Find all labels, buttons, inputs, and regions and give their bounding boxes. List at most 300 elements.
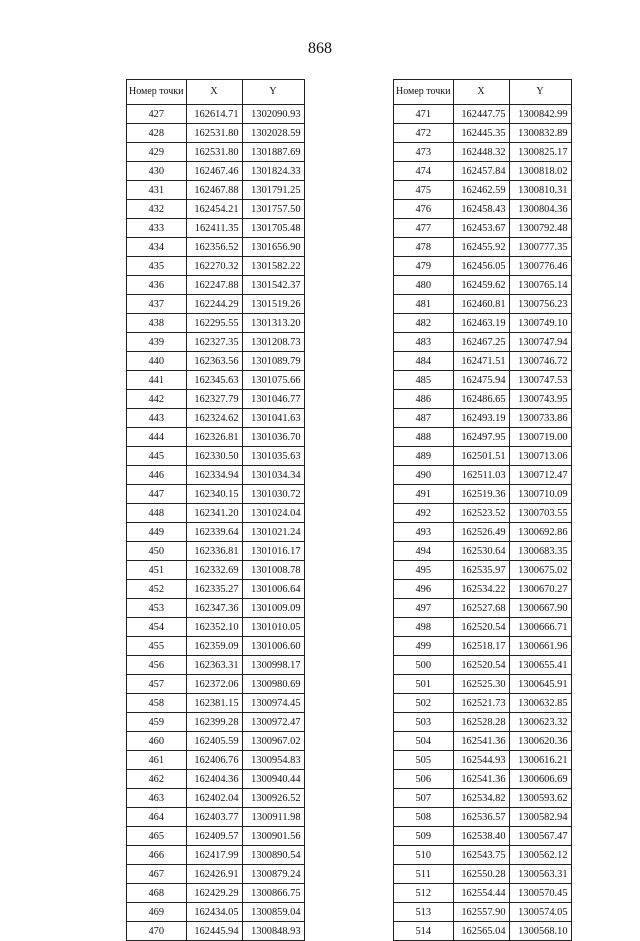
table-row (394, 485, 572, 504)
y-coordinate-cell: 1301024.04 (242, 504, 304, 523)
table-row (127, 257, 305, 276)
point-number-cell: 479 (394, 257, 454, 276)
table-row (127, 865, 305, 884)
y-coordinate-cell: 1300703.55 (509, 504, 571, 523)
point-number-cell: 451 (127, 561, 187, 580)
point-number-cell: 485 (394, 371, 454, 390)
y-coordinate-cell: 1300747.53 (509, 371, 571, 390)
x-coordinate-cell: 162334.94 (186, 466, 242, 485)
header-x: X (453, 80, 509, 105)
table-row (394, 656, 572, 675)
point-number-cell: 496 (394, 580, 454, 599)
table-row (127, 390, 305, 409)
y-coordinate-cell: 1300593.62 (509, 789, 571, 808)
table-row (394, 789, 572, 808)
table-row (127, 504, 305, 523)
point-number-cell: 428 (127, 124, 187, 143)
y-coordinate-cell: 1300954.83 (242, 751, 304, 770)
y-coordinate-cell: 1300667.90 (509, 599, 571, 618)
point-number-cell: 483 (394, 333, 454, 352)
y-coordinate-cell: 1300832.89 (509, 124, 571, 143)
table-row (394, 808, 572, 827)
point-number-cell: 444 (127, 428, 187, 447)
header-point-number: Номер точки (127, 80, 187, 105)
x-coordinate-cell: 162455.92 (453, 238, 509, 257)
point-number-cell: 472 (394, 124, 454, 143)
x-coordinate-cell: 162327.79 (186, 390, 242, 409)
point-number-cell: 457 (127, 675, 187, 694)
table-row (394, 314, 572, 333)
y-coordinate-cell: 1301036.70 (242, 428, 304, 447)
table-row (394, 770, 572, 789)
x-coordinate-cell: 162402.04 (186, 789, 242, 808)
y-coordinate-cell: 1300570.45 (509, 884, 571, 903)
y-coordinate-cell: 1300743.95 (509, 390, 571, 409)
point-number-cell: 438 (127, 314, 187, 333)
y-coordinate-cell: 1300582.94 (509, 808, 571, 827)
x-coordinate-cell: 162544.93 (453, 751, 509, 770)
point-number-cell: 478 (394, 238, 454, 257)
point-number-cell: 471 (394, 105, 454, 124)
y-coordinate-cell: 1300746.72 (509, 352, 571, 371)
y-coordinate-cell: 1302028.59 (242, 124, 304, 143)
x-coordinate-cell: 162434.05 (186, 903, 242, 922)
x-coordinate-cell: 162501.51 (453, 447, 509, 466)
x-coordinate-cell: 162534.82 (453, 789, 509, 808)
y-coordinate-cell: 1301824.33 (242, 162, 304, 181)
y-coordinate-cell: 1300692.86 (509, 523, 571, 542)
y-coordinate-cell: 1301041.63 (242, 409, 304, 428)
point-number-cell: 462 (127, 770, 187, 789)
y-coordinate-cell: 1300623.32 (509, 713, 571, 732)
y-coordinate-cell: 1301008.78 (242, 561, 304, 580)
table-row (394, 124, 572, 143)
table-row (127, 428, 305, 447)
y-coordinate-cell: 1300666.71 (509, 618, 571, 637)
y-coordinate-cell: 1301030.72 (242, 485, 304, 504)
x-coordinate-cell: 162448.32 (453, 143, 509, 162)
point-number-cell: 476 (394, 200, 454, 219)
x-coordinate-cell: 162525.30 (453, 675, 509, 694)
table-row (127, 770, 305, 789)
point-number-cell: 484 (394, 352, 454, 371)
y-coordinate-cell: 1301046.77 (242, 390, 304, 409)
y-coordinate-cell: 1300974.45 (242, 694, 304, 713)
table-row (127, 561, 305, 580)
point-number-cell: 448 (127, 504, 187, 523)
y-coordinate-cell: 1301519.26 (242, 295, 304, 314)
point-number-cell: 466 (127, 846, 187, 865)
y-coordinate-cell: 1302090.93 (242, 105, 304, 124)
table-row (394, 751, 572, 770)
table-row (394, 276, 572, 295)
table-row (127, 143, 305, 162)
table-row (394, 618, 572, 637)
x-coordinate-cell: 162340.15 (186, 485, 242, 504)
y-coordinate-cell: 1301791.25 (242, 181, 304, 200)
y-coordinate-cell: 1300804.36 (509, 200, 571, 219)
table-row (127, 409, 305, 428)
point-number-cell: 480 (394, 276, 454, 295)
y-coordinate-cell: 1300901.56 (242, 827, 304, 846)
x-coordinate-cell: 162417.99 (186, 846, 242, 865)
y-coordinate-cell: 1300911.98 (242, 808, 304, 827)
x-coordinate-cell: 162457.84 (453, 162, 509, 181)
x-coordinate-cell: 162535.97 (453, 561, 509, 580)
x-coordinate-cell: 162335.27 (186, 580, 242, 599)
table-row (127, 580, 305, 599)
table-row (394, 219, 572, 238)
x-coordinate-cell: 162531.80 (186, 143, 242, 162)
point-number-cell: 443 (127, 409, 187, 428)
x-coordinate-cell: 162467.25 (453, 333, 509, 352)
point-number-cell: 504 (394, 732, 454, 751)
table-row (394, 542, 572, 561)
y-coordinate-cell: 1300719.00 (509, 428, 571, 447)
x-coordinate-cell: 162372.06 (186, 675, 242, 694)
x-coordinate-cell: 162403.77 (186, 808, 242, 827)
table-row (394, 884, 572, 903)
point-number-cell: 509 (394, 827, 454, 846)
x-coordinate-cell: 162447.75 (453, 105, 509, 124)
table-row (127, 694, 305, 713)
point-number-cell: 481 (394, 295, 454, 314)
point-number-cell: 440 (127, 352, 187, 371)
table-row (127, 181, 305, 200)
y-coordinate-cell: 1300710.09 (509, 485, 571, 504)
point-number-cell: 507 (394, 789, 454, 808)
x-coordinate-cell: 162530.64 (453, 542, 509, 561)
table-row (394, 447, 572, 466)
y-coordinate-cell: 1300890.54 (242, 846, 304, 865)
point-number-cell: 495 (394, 561, 454, 580)
x-coordinate-cell: 162565.04 (453, 922, 509, 941)
table-row (394, 903, 572, 922)
point-number-cell: 513 (394, 903, 454, 922)
x-coordinate-cell: 162554.44 (453, 884, 509, 903)
x-coordinate-cell: 162493.19 (453, 409, 509, 428)
x-coordinate-cell: 162341.20 (186, 504, 242, 523)
table-row (127, 333, 305, 352)
y-coordinate-cell: 1301010.05 (242, 618, 304, 637)
x-coordinate-cell: 162381.15 (186, 694, 242, 713)
y-coordinate-cell: 1301021.24 (242, 523, 304, 542)
table-row (127, 447, 305, 466)
x-coordinate-cell: 162531.80 (186, 124, 242, 143)
header-y: Y (242, 80, 304, 105)
table-row (127, 162, 305, 181)
table-row (394, 238, 572, 257)
table-row (127, 751, 305, 770)
table-row (127, 219, 305, 238)
table-row (127, 732, 305, 751)
point-number-cell: 431 (127, 181, 187, 200)
point-number-cell: 514 (394, 922, 454, 941)
y-coordinate-cell: 1301542.37 (242, 276, 304, 295)
x-coordinate-cell: 162454.21 (186, 200, 242, 219)
point-number-cell: 429 (127, 143, 187, 162)
y-coordinate-cell: 1301887.69 (242, 143, 304, 162)
point-number-cell: 464 (127, 808, 187, 827)
y-coordinate-cell: 1301757.50 (242, 200, 304, 219)
coordinates-table-left (126, 79, 305, 941)
point-number-cell: 475 (394, 181, 454, 200)
y-coordinate-cell: 1300675.02 (509, 561, 571, 580)
point-number-cell: 455 (127, 637, 187, 656)
x-coordinate-cell: 162327.35 (186, 333, 242, 352)
x-coordinate-cell: 162528.28 (453, 713, 509, 732)
table-row (394, 846, 572, 865)
y-coordinate-cell: 1300825.17 (509, 143, 571, 162)
x-coordinate-cell: 162459.62 (453, 276, 509, 295)
x-coordinate-cell: 162326.81 (186, 428, 242, 447)
table-row (127, 599, 305, 618)
table-row (394, 162, 572, 181)
x-coordinate-cell: 162518.17 (453, 637, 509, 656)
table-row (394, 713, 572, 732)
table-row (394, 409, 572, 428)
table-row (127, 675, 305, 694)
x-coordinate-cell: 162445.94 (186, 922, 242, 941)
point-number-cell: 490 (394, 466, 454, 485)
point-number-cell: 452 (127, 580, 187, 599)
point-number-cell: 469 (127, 903, 187, 922)
point-number-cell: 498 (394, 618, 454, 637)
x-coordinate-cell: 162429.29 (186, 884, 242, 903)
table-row (127, 656, 305, 675)
y-coordinate-cell: 1300713.06 (509, 447, 571, 466)
x-coordinate-cell: 162526.49 (453, 523, 509, 542)
x-coordinate-cell: 162426.91 (186, 865, 242, 884)
point-number-cell: 477 (394, 219, 454, 238)
table-row (394, 827, 572, 846)
table-row (394, 105, 572, 124)
x-coordinate-cell: 162339.64 (186, 523, 242, 542)
x-coordinate-cell: 162460.81 (453, 295, 509, 314)
coordinates-table-right (393, 79, 572, 941)
point-number-cell: 461 (127, 751, 187, 770)
y-coordinate-cell: 1301016.17 (242, 542, 304, 561)
x-coordinate-cell: 162527.68 (453, 599, 509, 618)
table-row (394, 504, 572, 523)
table-row (127, 314, 305, 333)
point-number-cell: 432 (127, 200, 187, 219)
table-row (394, 352, 572, 371)
x-coordinate-cell: 162486.65 (453, 390, 509, 409)
table-row (394, 561, 572, 580)
x-coordinate-cell: 162534.22 (453, 580, 509, 599)
table-row (394, 637, 572, 656)
x-coordinate-cell: 162475.94 (453, 371, 509, 390)
point-number-cell: 460 (127, 732, 187, 751)
table-row (394, 694, 572, 713)
x-coordinate-cell: 162536.57 (453, 808, 509, 827)
y-coordinate-cell: 1301089.79 (242, 352, 304, 371)
point-number-cell: 463 (127, 789, 187, 808)
x-coordinate-cell: 162521.73 (453, 694, 509, 713)
y-coordinate-cell: 1300563.31 (509, 865, 571, 884)
table-row (127, 295, 305, 314)
y-coordinate-cell: 1300568.10 (509, 922, 571, 941)
x-coordinate-cell: 162519.36 (453, 485, 509, 504)
x-coordinate-cell: 162467.88 (186, 181, 242, 200)
x-coordinate-cell: 162538.40 (453, 827, 509, 846)
x-coordinate-cell: 162332.69 (186, 561, 242, 580)
y-coordinate-cell: 1300661.96 (509, 637, 571, 656)
x-coordinate-cell: 162614.71 (186, 105, 242, 124)
y-coordinate-cell: 1300632.85 (509, 694, 571, 713)
point-number-cell: 470 (127, 922, 187, 941)
x-coordinate-cell: 162406.76 (186, 751, 242, 770)
table-row (394, 428, 572, 447)
x-coordinate-cell: 162511.03 (453, 466, 509, 485)
x-coordinate-cell: 162453.67 (453, 219, 509, 238)
point-number-cell: 454 (127, 618, 187, 637)
y-coordinate-cell: 1300967.02 (242, 732, 304, 751)
x-coordinate-cell: 162247.88 (186, 276, 242, 295)
table-row (127, 200, 305, 219)
point-number-cell: 449 (127, 523, 187, 542)
y-coordinate-cell: 1300980.69 (242, 675, 304, 694)
y-coordinate-cell: 1300756.23 (509, 295, 571, 314)
table-row (127, 105, 305, 124)
point-number-cell: 511 (394, 865, 454, 884)
table-row (127, 846, 305, 865)
x-coordinate-cell: 162467.46 (186, 162, 242, 181)
table-row (394, 181, 572, 200)
table-row (394, 599, 572, 618)
table-row (394, 466, 572, 485)
point-number-cell: 459 (127, 713, 187, 732)
x-coordinate-cell: 162520.54 (453, 656, 509, 675)
y-coordinate-cell: 1300712.47 (509, 466, 571, 485)
header-x: X (186, 80, 242, 105)
point-number-cell: 436 (127, 276, 187, 295)
y-coordinate-cell: 1301075.66 (242, 371, 304, 390)
point-number-cell: 447 (127, 485, 187, 504)
y-coordinate-cell: 1300683.35 (509, 542, 571, 561)
x-coordinate-cell: 162557.90 (453, 903, 509, 922)
table-row (127, 485, 305, 504)
x-coordinate-cell: 162295.55 (186, 314, 242, 333)
table-row (394, 257, 572, 276)
y-coordinate-cell: 1300567.47 (509, 827, 571, 846)
y-coordinate-cell: 1300747.94 (509, 333, 571, 352)
page-number: 868 (308, 40, 332, 57)
y-coordinate-cell: 1300749.10 (509, 314, 571, 333)
x-coordinate-cell: 162520.54 (453, 618, 509, 637)
point-number-cell: 488 (394, 428, 454, 447)
x-coordinate-cell: 162463.19 (453, 314, 509, 333)
point-number-cell: 468 (127, 884, 187, 903)
x-coordinate-cell: 162363.56 (186, 352, 242, 371)
point-number-cell: 439 (127, 333, 187, 352)
table-row (127, 466, 305, 485)
x-coordinate-cell: 162409.57 (186, 827, 242, 846)
x-coordinate-cell: 162359.09 (186, 637, 242, 656)
point-number-cell: 500 (394, 656, 454, 675)
x-coordinate-cell: 162399.28 (186, 713, 242, 732)
point-number-cell: 499 (394, 637, 454, 656)
point-number-cell: 441 (127, 371, 187, 390)
table-row (394, 580, 572, 599)
point-number-cell: 473 (394, 143, 454, 162)
point-number-cell: 508 (394, 808, 454, 827)
y-coordinate-cell: 1300792.48 (509, 219, 571, 238)
y-coordinate-cell: 1301705.48 (242, 219, 304, 238)
y-coordinate-cell: 1300655.41 (509, 656, 571, 675)
point-number-cell: 482 (394, 314, 454, 333)
table-row (127, 352, 305, 371)
table-row (127, 713, 305, 732)
point-number-cell: 487 (394, 409, 454, 428)
y-coordinate-cell: 1300777.35 (509, 238, 571, 257)
y-coordinate-cell: 1300848.93 (242, 922, 304, 941)
x-coordinate-cell: 162523.52 (453, 504, 509, 523)
x-coordinate-cell: 162550.28 (453, 865, 509, 884)
table-row (127, 637, 305, 656)
point-number-cell: 502 (394, 694, 454, 713)
y-coordinate-cell: 1300645.91 (509, 675, 571, 694)
table-header-row (394, 80, 572, 105)
point-number-cell: 433 (127, 219, 187, 238)
x-coordinate-cell: 162244.29 (186, 295, 242, 314)
x-coordinate-cell: 162445.35 (453, 124, 509, 143)
header-point-number: Номер точки (394, 80, 454, 105)
point-number-cell: 427 (127, 105, 187, 124)
y-coordinate-cell: 1300765.14 (509, 276, 571, 295)
x-coordinate-cell: 162462.59 (453, 181, 509, 200)
y-coordinate-cell: 1300842.99 (509, 105, 571, 124)
point-number-cell: 501 (394, 675, 454, 694)
table-row (394, 371, 572, 390)
point-number-cell: 435 (127, 257, 187, 276)
y-coordinate-cell: 1300926.52 (242, 789, 304, 808)
y-coordinate-cell: 1300859.04 (242, 903, 304, 922)
point-number-cell: 491 (394, 485, 454, 504)
y-coordinate-cell: 1300562.12 (509, 846, 571, 865)
point-number-cell: 453 (127, 599, 187, 618)
point-number-cell: 506 (394, 770, 454, 789)
table-row (394, 523, 572, 542)
table-row (127, 808, 305, 827)
table-row (394, 200, 572, 219)
x-coordinate-cell: 162405.59 (186, 732, 242, 751)
table-row (394, 865, 572, 884)
point-number-cell: 456 (127, 656, 187, 675)
point-number-cell: 489 (394, 447, 454, 466)
x-coordinate-cell: 162458.43 (453, 200, 509, 219)
x-coordinate-cell: 162497.95 (453, 428, 509, 447)
point-number-cell: 458 (127, 694, 187, 713)
y-coordinate-cell: 1300879.24 (242, 865, 304, 884)
x-coordinate-cell: 162471.51 (453, 352, 509, 371)
y-coordinate-cell: 1300940.44 (242, 770, 304, 789)
table-row (127, 523, 305, 542)
y-coordinate-cell: 1301582.22 (242, 257, 304, 276)
x-coordinate-cell: 162336.81 (186, 542, 242, 561)
table-row (127, 276, 305, 295)
table-row (394, 333, 572, 352)
x-coordinate-cell: 162411.35 (186, 219, 242, 238)
x-coordinate-cell: 162356.52 (186, 238, 242, 257)
point-number-cell: 512 (394, 884, 454, 903)
table-row (127, 618, 305, 637)
y-coordinate-cell: 1301035.63 (242, 447, 304, 466)
y-coordinate-cell: 1300620.36 (509, 732, 571, 751)
table-row (394, 295, 572, 314)
point-number-cell: 493 (394, 523, 454, 542)
